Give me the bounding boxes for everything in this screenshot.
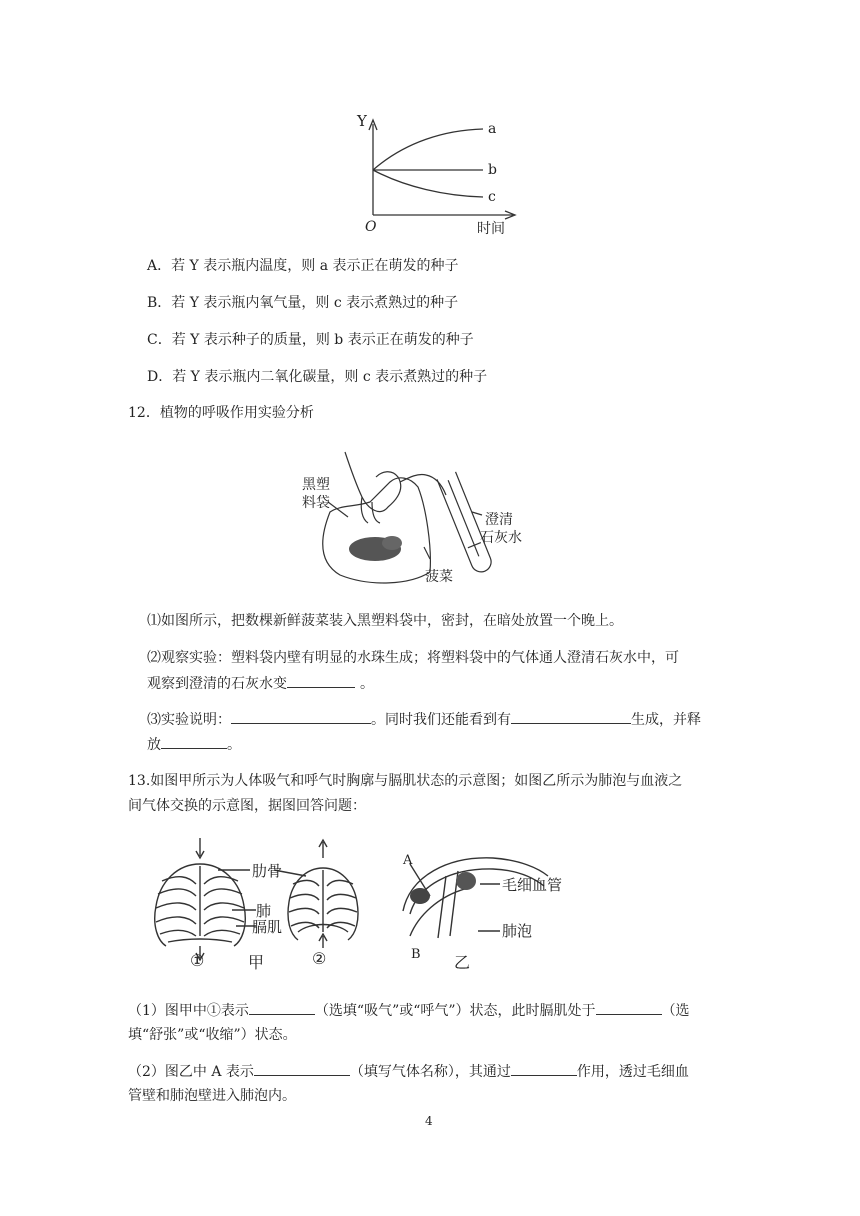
q12-step2-line2: 观察到澄清的石灰水变 。 bbox=[147, 673, 374, 694]
q11-graph bbox=[355, 112, 520, 237]
option-c: C．若 Y 表示种子的质量，则 b 表示正在萌发的种子 bbox=[147, 332, 474, 348]
label-two: ② bbox=[312, 949, 327, 968]
capillary-label: 毛细血管 bbox=[502, 876, 563, 894]
q13-part1-line1: （1）图甲中①表示 （选填“吸气”或“呼气”）状态，此时膈肌处于 （选 bbox=[128, 1000, 690, 1021]
q12-step1: ⑴如图所示，把数棵新鲜菠菜装入黑塑料袋中，密封，在暗处放置一个晚上。 bbox=[147, 613, 623, 629]
label-one: ① bbox=[190, 951, 205, 970]
answer-blank[interactable] bbox=[254, 1061, 350, 1076]
q13-part2-line2: 管壁和肺泡壁进入肺泡内。 bbox=[128, 1088, 296, 1104]
rib-label: 肋骨 bbox=[252, 862, 283, 880]
red-blood-cell bbox=[456, 872, 476, 890]
bag-label-1: 黑塑 bbox=[302, 477, 330, 493]
q13-line1: 13.如图甲所示为人体吸气和呼气时胸廓与膈肌状态的示意图；如图乙所示为肺泡与血液之 bbox=[128, 773, 683, 789]
curve-c bbox=[373, 170, 483, 197]
answer-blank[interactable] bbox=[596, 1000, 662, 1015]
diaphragm-label: 膈肌 bbox=[252, 918, 283, 936]
thorax-exhale bbox=[218, 840, 358, 948]
q12-step3-line2: 放 。 bbox=[147, 734, 241, 755]
plastic-bag bbox=[323, 478, 431, 583]
label-yi: 乙 bbox=[454, 953, 471, 972]
q13-part2-line1: （2）图乙中 A 表示 （填写气体名称），其通过 作用，透过毛细血 bbox=[128, 1061, 689, 1082]
answer-blank[interactable] bbox=[511, 709, 631, 724]
x-axis-label: 时间 bbox=[477, 221, 505, 237]
answer-blank[interactable] bbox=[161, 734, 227, 749]
label-A: A bbox=[403, 853, 413, 868]
q13-line2: 间气体交换的示意图，据图回答问题： bbox=[128, 798, 366, 814]
q13-figure bbox=[148, 836, 588, 976]
y-axis-label: Y bbox=[357, 112, 367, 130]
label-jia: 甲 bbox=[248, 953, 265, 972]
q12-step3-line1: ⑶实验说明： 。同时我们还能看到有 生成，并释 bbox=[147, 709, 701, 730]
limewater-label-2: 石灰水 bbox=[480, 530, 522, 546]
spinach-label: 菠菜 bbox=[425, 569, 453, 585]
curve-b-label: b bbox=[488, 162, 497, 178]
answer-blank[interactable] bbox=[287, 673, 355, 688]
origin-label: O bbox=[365, 219, 377, 235]
curve-a bbox=[373, 129, 483, 170]
answer-blank[interactable] bbox=[231, 709, 371, 724]
option-a: A．若 Y 表示瓶内温度，则 a 表示正在萌发的种子 bbox=[147, 258, 459, 274]
q12-step2-line1: ⑵观察实验：塑料袋内壁有明显的水珠生成；将塑料袋中的气体通人澄清石灰水中，可 bbox=[147, 650, 679, 666]
q12-figure bbox=[300, 447, 540, 592]
curve-a-label: a bbox=[488, 121, 497, 137]
lung-label: 肺 bbox=[256, 902, 272, 920]
answer-blank[interactable] bbox=[249, 1000, 315, 1015]
answer-blank[interactable] bbox=[511, 1061, 577, 1076]
limewater-label-1: 澄清 bbox=[485, 512, 513, 528]
bag-label-2: 料袋 bbox=[302, 495, 330, 511]
page-number: 4 bbox=[425, 1114, 433, 1128]
hand bbox=[345, 452, 401, 512]
option-d: D．若 Y 表示瓶内二氧化碳量，则 c 表示煮熟过的种子 bbox=[147, 369, 488, 385]
option-b: B．若 Y 表示瓶内氧气量，则 c 表示煮熟过的种子 bbox=[147, 295, 459, 311]
label-B: B bbox=[411, 947, 421, 962]
alveolus-label: 肺泡 bbox=[502, 922, 533, 940]
thorax-inhale bbox=[155, 838, 246, 960]
q13-part1-line2: 填“舒张”或“收缩”）状态。 bbox=[128, 1027, 297, 1043]
q12-title: 12．植物的呼吸作用实验分析 bbox=[128, 405, 314, 421]
curve-c-label: c bbox=[488, 189, 496, 205]
red-blood-cell bbox=[410, 888, 430, 904]
